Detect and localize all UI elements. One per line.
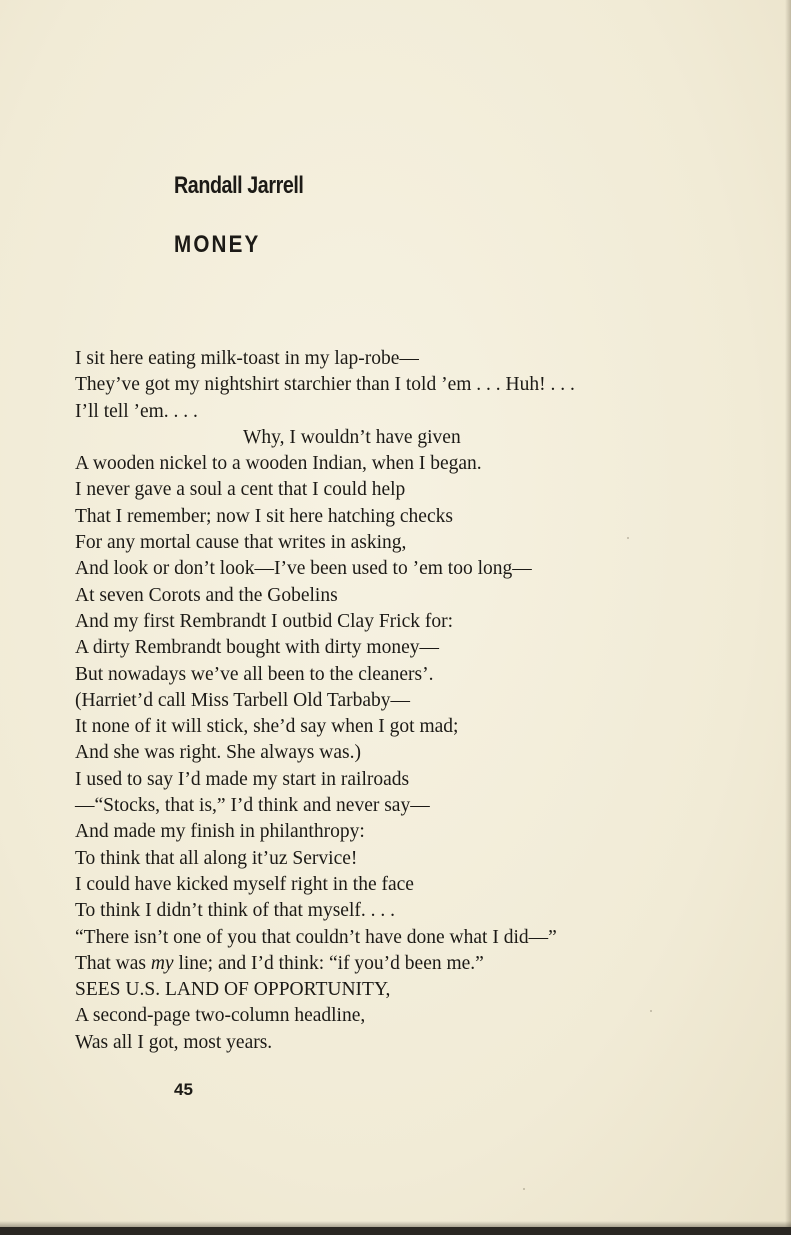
poem-line [75, 662, 765, 688]
paper-speck [650, 1010, 652, 1012]
poem-line-text: And look or don’t look—I’ve been used to ’em too long— [75, 558, 532, 580]
poem-line-text: A second-page two-column headline, [75, 1005, 366, 1027]
poem-line [75, 767, 765, 793]
poem-line-text: And made my finish in philanthropy: [75, 821, 365, 843]
author-name: Randall Jarrell [174, 172, 304, 199]
poem-line [75, 346, 765, 372]
poem-line-text: A dirty Rembrandt bought with dirty money— [75, 637, 439, 659]
poem-line [75, 846, 765, 872]
poem-line [75, 530, 765, 556]
poem-line [75, 925, 765, 951]
page-bottom-edge [0, 1227, 791, 1235]
paper-speck [627, 537, 629, 539]
poem-line [75, 872, 765, 898]
poem-title: MONEY [174, 231, 261, 258]
poem-line [75, 1003, 765, 1029]
poem-line-text: To think that all along it’uz Service! [75, 847, 358, 869]
poem-line-text: —“Stocks, that is,” I’d think and never say— [75, 795, 430, 817]
poem-line-text: They’ve got my nightshirt starchier than I told ’em . . . Huh! . . . [75, 374, 575, 396]
poem-line [75, 635, 765, 661]
poem-line-text: And my first Rembrandt I outbid Clay Frick for: [75, 610, 454, 632]
poem-line [75, 425, 765, 451]
poem-line [75, 819, 765, 845]
page-number: 45 [174, 1080, 193, 1099]
poem-line [75, 451, 765, 477]
poem-line-text: I used to say I’d made my start in railroads [75, 768, 410, 790]
poem-line-text: To think I didn’t think of that myself. . . . [75, 900, 395, 922]
poem-line-text: line; and I’d think: “if you’d been me.” [173, 952, 484, 974]
poem-line [75, 898, 765, 924]
poem-line [75, 951, 765, 977]
poem-line [75, 714, 765, 740]
poem-line [75, 793, 765, 819]
poem-line-text: A wooden nickel to a wooden Indian, when I began. [75, 453, 482, 475]
poem-line-text: “There isn’t one of you that couldn’t have done what I did—” [75, 926, 557, 948]
poem-line-text: I never gave a soul a cent that I could help [75, 479, 406, 501]
poem-line-text: For any mortal cause that writes in asking, [75, 532, 407, 554]
poem-line [75, 556, 765, 582]
poem-line [75, 977, 765, 1003]
poem-line-text: I’ll tell ’em. . . . [75, 400, 198, 422]
poem-line [75, 583, 765, 609]
poem-line-text: And she was right. She always was.) [75, 742, 361, 764]
paper-speck [523, 1188, 525, 1190]
poem-line-text: It none of it will stick, she’d say when I got mad; [75, 716, 459, 738]
poem-line-text: At seven Corots and the Gobelins [75, 584, 338, 606]
poem-line [75, 399, 765, 425]
poem-line-text: That was [75, 952, 151, 974]
page-edge-shadow [785, 0, 791, 1235]
poem-line-text: I sit here eating milk-toast in my lap-robe— [75, 348, 419, 369]
poem-line [75, 688, 765, 714]
poem-line-text: I could have kicked myself right in the face [75, 873, 414, 895]
poem-line-text: (Harriet’d call Miss Tarbell Old Tarbaby— [75, 689, 410, 711]
poem-body [75, 346, 765, 1056]
poem-line-text: SEES U.S. LAND OF OPPORTUNITY, [75, 979, 391, 1001]
poem-line-text: Why, I wouldn’t have given [243, 426, 461, 448]
poem-line-text: That I remember; now I sit here hatching checks [75, 505, 453, 527]
poem-line [75, 740, 765, 766]
poem-line [75, 504, 765, 530]
poem-line [75, 609, 765, 635]
poem-line-emphasis: my [150, 952, 174, 974]
poem-line [75, 372, 765, 398]
poem-line-text: But nowadays we’ve all been to the cleaners’. [75, 663, 434, 685]
poem-line [75, 477, 765, 503]
poem-line [75, 1030, 765, 1056]
poem-line-text: Was all I got, most years. [75, 1031, 273, 1053]
